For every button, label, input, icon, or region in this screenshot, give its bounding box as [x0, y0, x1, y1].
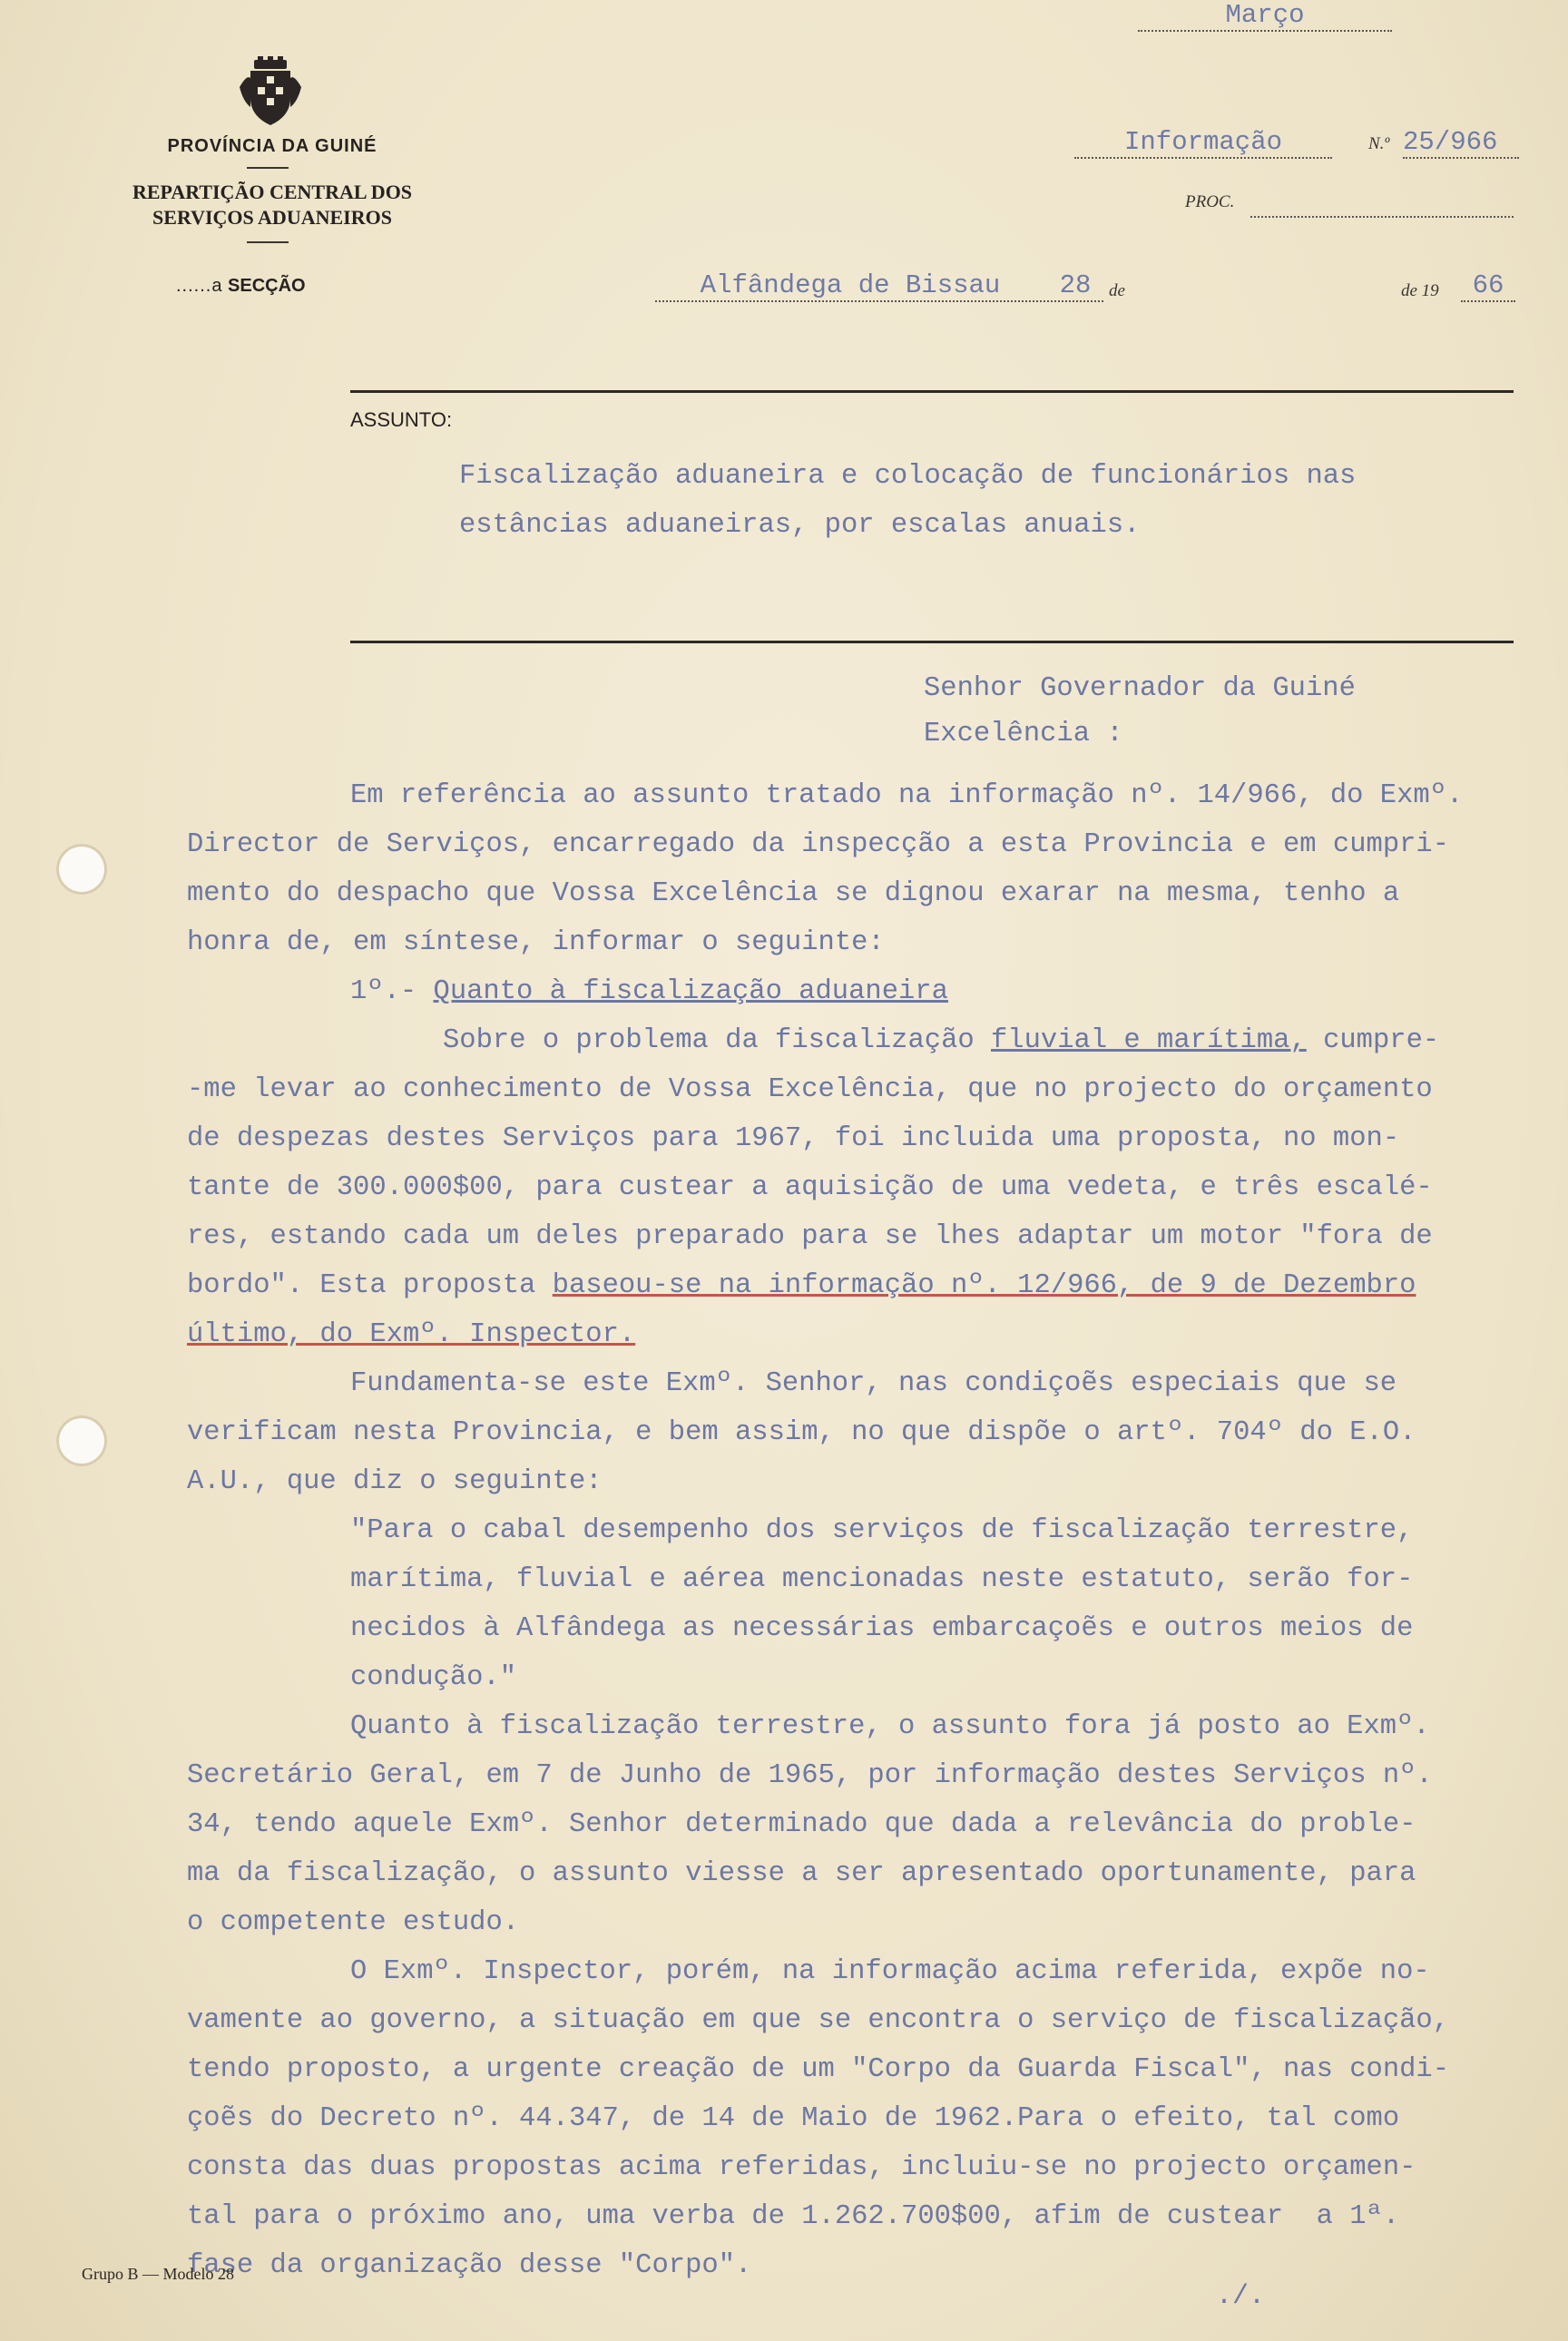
body-line: Secretário Geral, em 7 de Junho de 1965, por informação destes Serviços nº. [187, 1760, 1433, 1791]
document-type-field [1074, 127, 1332, 159]
day-field [1047, 270, 1103, 302]
assunto-top-rule [350, 390, 1514, 393]
body-line: consta das duas propostas acima referidas, incluiu-se no projecto orçamen- [187, 2152, 1416, 2183]
number-label: N.º [1368, 134, 1390, 153]
section-number: 1º.- [350, 976, 434, 1007]
body-line: honra de, em síntese, informar o seguinte: [187, 927, 885, 958]
department-title [82, 180, 463, 230]
body-line: çoẽs do Decreto nº. 44.347, de 14 de Maio de 1962.Para o efeito, tal como [187, 2103, 1400, 2134]
body-line [187, 1261, 1416, 1310]
body-line: Quanto à fiscalização terrestre, o assunto fora já posto ao Exmº. [350, 1711, 1430, 1742]
body-line: verificam nesta Provincia, e bem assim, no que dispõe o artº. 704º do E.O. [187, 1417, 1416, 1448]
date-month: Março [1225, 0, 1305, 30]
body-line: tendo proposto, a urgente creação de um "Corpo da Guarda Fiscal", nas condi- [187, 2054, 1450, 2085]
header-divider-2 [247, 241, 289, 243]
body-text: Sobre o problema da fiscalização [443, 1025, 991, 1056]
quote-line: necidos à Alfândega as necessárias embarcaçoẽs e outros meios de [350, 1613, 1414, 1644]
province-title: PROVÍNCIA DA GUINÉ [167, 136, 377, 156]
salutation-line-2: Excelência : [924, 719, 1123, 749]
punch-hole-bottom [56, 1415, 107, 1466]
body-line: A.U., que diz o seguinte: [187, 1466, 603, 1497]
continuation-mark: ./. [1216, 2281, 1266, 2312]
red-underlined-text: baseou-se na informação nº. 12/966, de 9 de Dezembro [552, 1270, 1416, 1301]
place-field [655, 270, 1045, 302]
date-day: 28 [1059, 270, 1092, 300]
body-line: Em referência ao assunto tratado na informação nº. 14/966, do Exmº. [350, 780, 1464, 811]
body-line: res, estando cada um deles preparado para se lhes adaptar um motor "fora de [187, 1221, 1433, 1252]
body-line: ma da fiscalização, o assunto viesse a ser apresentado oportunamente, para [187, 1858, 1416, 1889]
body-line: 34, tendo aquele Exmº. Senhor determinado que dada a relevância do proble- [187, 1809, 1416, 1840]
month-field [1138, 0, 1392, 32]
assunto-bottom-rule [350, 641, 1514, 643]
proc-field [1250, 191, 1514, 218]
body-line: de despezas destes Serviços para 1967, foi incluida uma proposta, no mon- [187, 1123, 1400, 1154]
body-line: Director de Serviços, encarregado da inspecção a esta Provincia e em cumpri- [187, 829, 1450, 860]
underlined-text: fluvial e marítima, [991, 1025, 1307, 1056]
body-text: bordo". Esta proposta [187, 1270, 553, 1301]
red-underlined-text: último, do Exmº. Inspector. [187, 1319, 636, 1350]
number-field [1403, 127, 1519, 159]
subject-line-1: Fiscalização aduaneira e colocação de funcionários nas [459, 461, 1357, 492]
subject-label: ASSUNTO: [350, 408, 453, 431]
body-line: -me levar ao conhecimento de Vossa Excelência, que no projecto do orçamento [187, 1074, 1433, 1105]
body-line [187, 1310, 635, 1359]
proc-label: PROC. [1185, 192, 1235, 211]
date-year: 66 [1472, 270, 1504, 300]
form-model-label: Grupo B — Modelo 28 [82, 2265, 234, 2283]
year-field [1461, 270, 1515, 302]
section-title: Quanto à fiscalização aduaneira [433, 976, 948, 1007]
quote-line: "Para o cabal desempenho dos serviços de fiscalização terrestre, [350, 1515, 1414, 1546]
body-line: O Exmº. Inspector, porém, na informação acima referida, expõe no- [350, 1956, 1430, 1987]
document-number: 25/966 [1403, 127, 1498, 157]
section-label-text: SECÇÃO [228, 276, 306, 296]
section-heading [350, 967, 948, 1016]
body-line [443, 1016, 1439, 1065]
body-line: tante de 300.000$00, para custear a aquisição de uma vedeta, e três escalé- [187, 1172, 1433, 1203]
body-line: vamente ao governo, a situação em que se encontra o serviço de fiscalização, [187, 2005, 1450, 2036]
header-divider-1 [247, 167, 289, 169]
body-text: cumpre- [1306, 1025, 1440, 1056]
body-line: o competente estudo. [187, 1907, 520, 1938]
date-de-label: de [1109, 281, 1125, 300]
section-label [176, 276, 306, 297]
quote-line: marítima, fluvial e aérea mencionadas neste estatuto, serão for- [350, 1564, 1414, 1595]
document-type: Informação [1123, 127, 1283, 157]
section-number-field: ......a [176, 276, 223, 296]
salutation-line-1: Senhor Governador da Guiné [924, 673, 1356, 704]
department-line-1: REPARTIÇÃO CENTRAL DOS [132, 181, 413, 203]
body-line: Fundamenta-se este Exmº. Senhor, nas condiçoẽs especiais que se [350, 1368, 1397, 1399]
place: Alfândega de Bissau [700, 270, 1001, 300]
body-line: tal para o próximo ano, uma verba de 1.262.700$00, afim de custear a 1ª. [187, 2201, 1400, 2232]
department-line-2: SERVIÇOS ADUANEIROS [152, 206, 392, 229]
coat-of-arms-icon [234, 56, 307, 129]
date-year-label: de 19 [1401, 281, 1439, 300]
subject-line-2: estâncias aduaneiras, por escalas anuais. [459, 510, 1141, 541]
punch-hole-top [56, 844, 107, 895]
body-line: fase da organização desse "Corpo". [187, 2250, 752, 2281]
body-line: mento do despacho que Vossa Excelência se dignou exarar na mesma, tenho a [187, 878, 1400, 909]
quote-line: condução." [350, 1662, 517, 1693]
